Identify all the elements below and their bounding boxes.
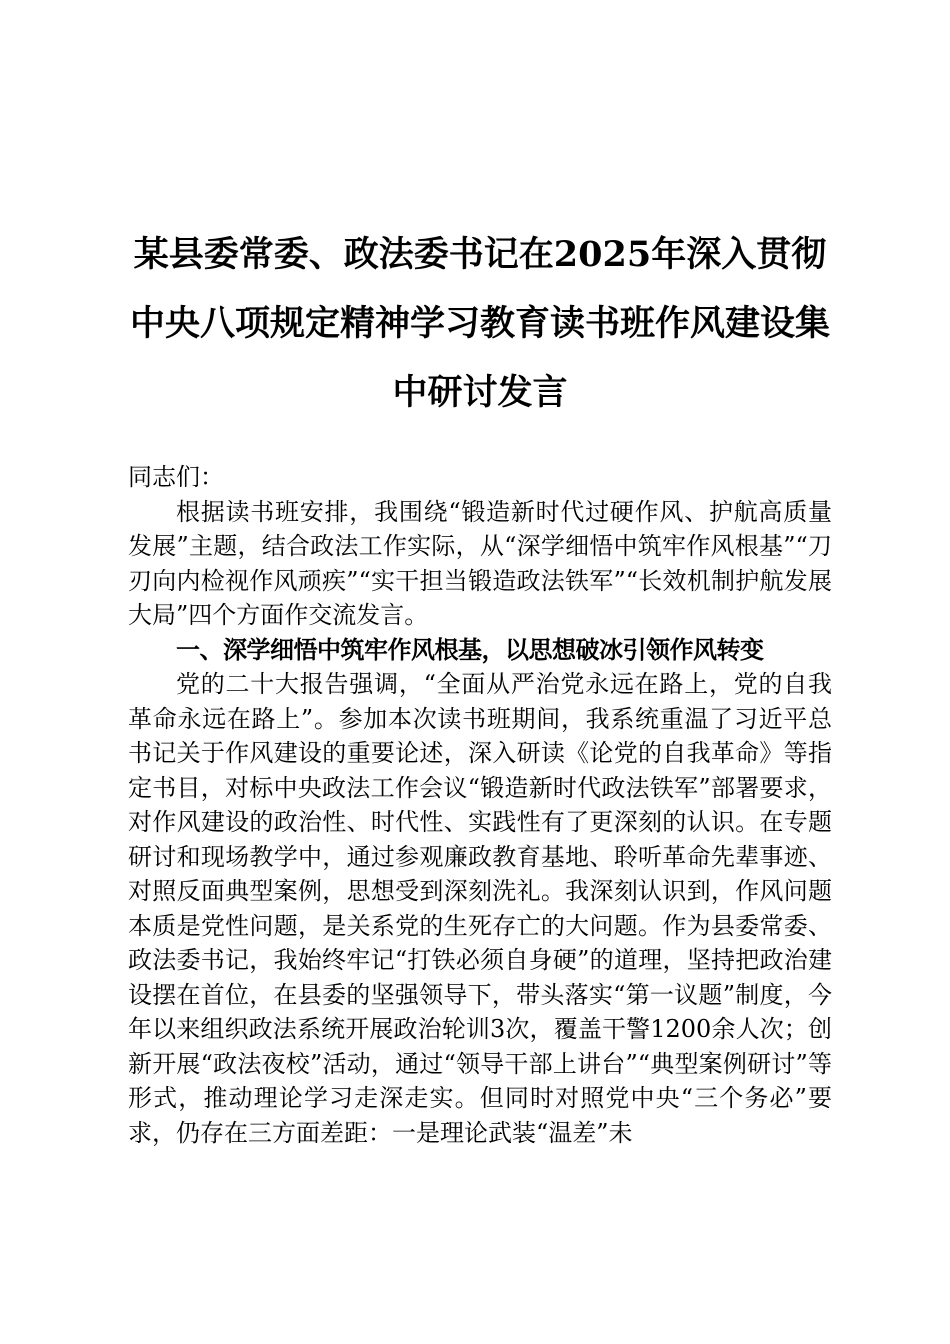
document-body — [128, 460, 832, 1150]
intro-paragraph: 根据读书班安排，我围绕“锻造新时代过硬作风、护航高质量发展”主题，结合政法工作实际，从“深学细悟中筑牢作风根基”“刀刃向内检视作风顽疾”“实干担当锻造政法铁军”“长效机制护航发展大局”四个方面作交流发言。 — [128, 497, 832, 629]
title-line-1: 某县委常委、政法委书记在2025年深入贯彻 — [133, 234, 827, 275]
document-page — [128, 220, 832, 1150]
section-heading: 一、深学细悟中筑牢作风根基，以思想破冰引领作风转变 — [176, 635, 764, 664]
title-line-2: 中央八项规定精神学习教育读书班作风建设集 — [129, 303, 830, 344]
salutation: 同志们： — [128, 463, 224, 491]
section-paragraph: 党的二十大报告强调，“全面从严治党永远在路上，党的自我革命永远在路上”。参加本次读书班期间，我系统重温了习近平总书记关于作风建设的重要论述，深入研读《论党的自我革命》等指定书目，对标中央政法工作会议“锻造新时代政法铁军”部署要求，对作风建设的政治性、时代性、实践性有了更深刻的认识。在专题研讨和现场教学中，通过参观廉政教育基地、聆听革命先辈事迹、对照反面典型案例，思想受到深刻洗礼。我深刻认识到，作风问题本质是党性问题，是关系党的生死存亡的大问题。作为县委常委、政法委书记，我始终牢记“打铁必须自身硬”的道理，坚持把政治建设摆在首位，在县委的坚强领导下，带头落实“第一议题”制度，今年以来组织政法系统开展政治轮训3次，覆盖干警1200余人次；创新开展“政法夜校”活动，通过“领导干部上讲台”“典型案例研讨”等形式，推动理论学习走深走实。但同时对照党中央“三个务必”要求，仍存在三方面差距：一是理论武装“温差”未 — [128, 670, 832, 1147]
title-line-3: 中研讨发言 — [392, 372, 568, 413]
document-title — [128, 220, 832, 427]
